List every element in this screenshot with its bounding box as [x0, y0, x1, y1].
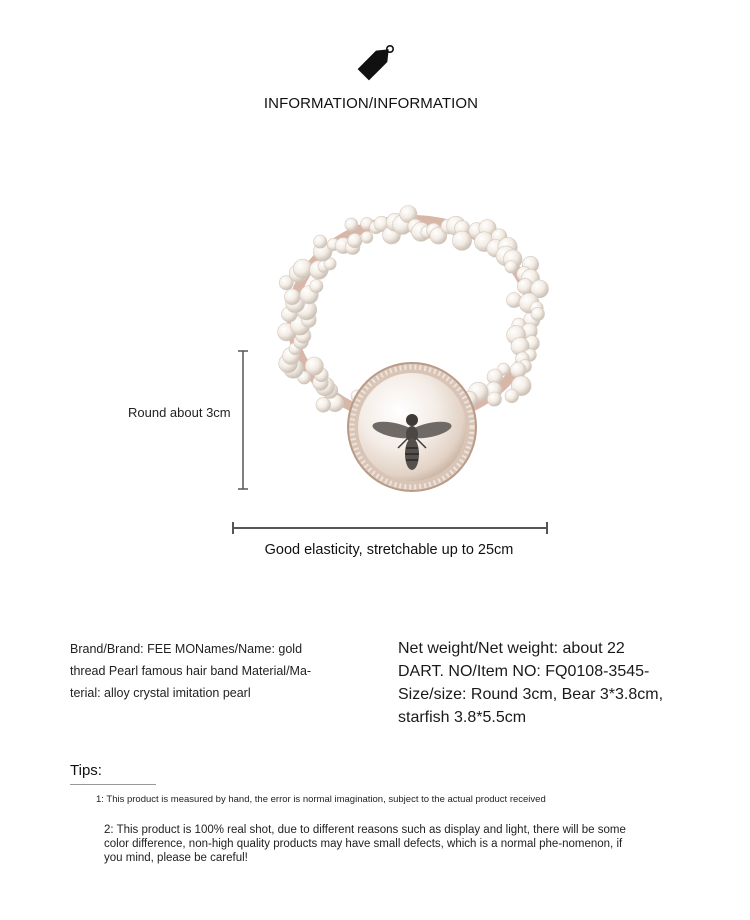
net-weight: Net weight/Net weight: about 22 [398, 640, 625, 657]
diameter-label: Round about 3cm [128, 405, 231, 420]
diameter-ruler [233, 350, 253, 490]
tip-item: 1: This product is measured by hand, the error is normal imagination, subject to the actual product received [96, 794, 546, 805]
page-title: INFORMATION/INFORMATION [263, 95, 479, 112]
divider [70, 784, 156, 785]
stretch-ruler [230, 518, 550, 538]
size-continued: starfish 3.8*5.5cm [398, 709, 527, 726]
tip-item: 2: This product is 100% real shot, due to different reasons such as display and light, there will be some color difference, non-high quality products may have small defects, which is a normal phe-nomenon, if you mind, please be careful! [104, 824, 626, 864]
price-tag-icon [350, 38, 402, 86]
product-image [230, 195, 590, 515]
size: Size/size: Round 3cm, Bear 3*3.8cm, [398, 686, 664, 703]
tips-heading: Tips: [70, 762, 102, 779]
item-number: DART. NO/Item NO: FQ0108-3545- [398, 663, 650, 680]
stretch-label: Good elasticity, stretchable up to 25cm [264, 542, 514, 558]
product-details-left: Brand/Brand: FEE MONames/Name: gold thread Pearl famous hair band Material/Ma-terial: alloy crystal imitation pearl [70, 642, 312, 700]
product-details-right [398, 637, 698, 729]
